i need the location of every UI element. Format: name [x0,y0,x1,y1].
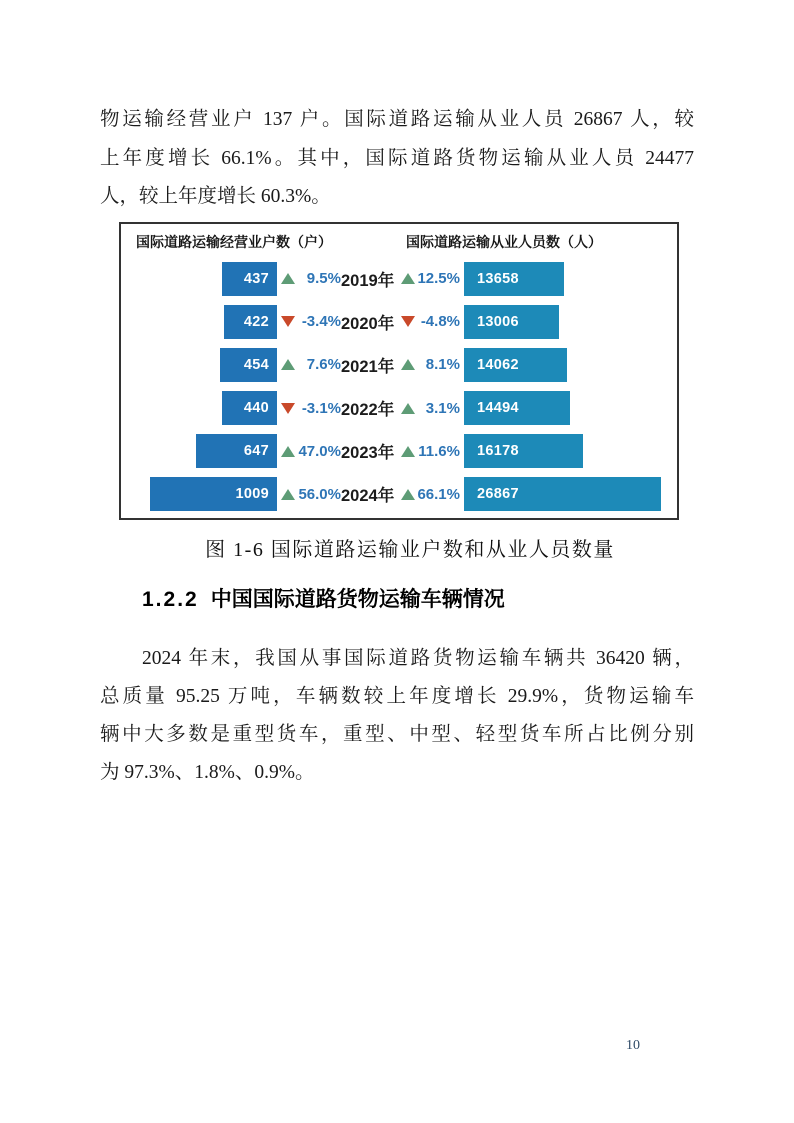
paragraph-line: 物运输经营业户 137 户。国际道路运输从业人员 26867 人，较 [100,109,694,130]
right-percent-label: 3.1% [425,399,460,417]
left-percent-label: 56.0% [298,485,341,503]
right-change-indicator [393,270,464,287]
right-bar-value: 16178 [477,443,519,460]
figure-caption: 图 1-6 国际道路运输业户数和从业人员数量 [205,539,615,561]
left-bar-value: 422 [243,313,269,330]
chart-header [121,224,677,257]
right-percent-label: 12.5% [417,270,460,288]
right-change-indicator [393,443,464,460]
down-triangle-icon [401,316,415,327]
down-triangle-icon [281,403,295,414]
left-percent-label: 9.5% [306,270,341,288]
right-bar-track [464,391,677,425]
chart-row [121,343,677,386]
left-change-indicator [277,313,341,330]
left-change-indicator [277,443,341,460]
right-percent-label: 11.6% [418,442,460,460]
up-triangle-icon [281,273,295,284]
left-bar-value: 437 [243,270,269,287]
right-bar [464,477,661,511]
left-bar-track [121,434,277,468]
right-bar-value: 13658 [477,270,519,287]
right-bar-track [464,434,677,468]
paragraph-line: 总质量 95.25 万吨，车辆数较上年度增长 29.9%，货物运输车 [100,686,694,707]
left-axis-title: 国际道路运输经营业户数（户） [136,234,332,250]
left-bar-value: 1009 [235,486,269,503]
left-bar [220,348,277,382]
year-label: 2021年 [341,357,395,376]
left-bar [222,391,277,425]
section-number: 1.2.2 [142,588,199,611]
page-number: 10 [626,1038,640,1053]
chart-row [121,430,677,473]
chart-row [121,473,677,516]
up-triangle-icon [401,489,415,500]
left-percent-label: 47.0% [298,442,341,460]
left-bar [150,477,277,511]
left-bar-track [121,477,277,511]
right-bar-value: 26867 [477,486,519,503]
right-bar-value: 13006 [477,313,519,330]
right-bar-value: 14494 [477,400,519,417]
right-change-indicator [393,400,464,417]
left-bar-track [121,305,277,339]
year-label: 2023年 [341,444,395,463]
left-change-indicator [277,356,341,373]
right-bar-track [464,477,677,511]
year-label: 2022年 [341,401,395,420]
section-title: 中国国际道路货物运输车辆情况 [210,588,505,611]
right-bar [464,305,559,339]
chart-row [121,300,677,343]
paragraph-line: 2024 年末，我国从事国际道路货物运输车辆共 36420 辆， [142,648,694,669]
year-label: 2019年 [341,271,395,290]
right-percent-label: 8.1% [425,356,460,374]
up-triangle-icon [281,446,295,457]
up-triangle-icon [401,403,415,414]
paragraph-line: 上年度增长 66.1%。其中，国际道路货物运输从业人员 24477 [100,147,694,169]
right-bar [464,262,564,296]
up-triangle-icon [401,446,415,457]
paragraph-growth-operators [100,101,694,217]
left-percent-label: 7.6% [306,356,341,374]
right-percent-label: -4.8% [420,313,460,331]
year-label: 2020年 [341,314,395,333]
left-bar-track [121,348,277,382]
left-change-indicator [277,400,341,417]
right-change-indicator [393,486,464,503]
left-percent-label: -3.1% [301,399,341,417]
up-triangle-icon [401,359,415,370]
right-bar [464,434,583,468]
right-bar-track [464,348,677,382]
right-bar-track [464,262,677,296]
right-percent-label: 66.1% [417,485,460,503]
right-change-indicator [393,313,464,330]
right-axis-title: 国际道路运输从业人员数（人） [406,234,602,250]
left-bar [222,262,277,296]
right-bar-value: 14062 [477,356,519,373]
down-triangle-icon [281,316,295,327]
paragraph-vehicles [100,640,694,792]
year-label: 2024年 [341,487,395,506]
left-bar-value: 440 [243,400,269,417]
chart-row [121,257,677,300]
left-bar-track [121,391,277,425]
right-bar [464,391,570,425]
up-triangle-icon [281,359,295,370]
butterfly-bar-chart [119,222,679,520]
right-change-indicator [393,356,464,373]
paragraph-line: 为 97.3%、1.8%、0.9%。 [100,762,315,783]
chart-rows [121,257,677,518]
left-bar-value: 647 [243,443,269,460]
up-triangle-icon [401,273,415,284]
up-triangle-icon [281,489,295,500]
paragraph-line: 辆中大多数是重型货车，重型、中型、轻型货车所占比例分别 [100,724,694,745]
chart-row [121,387,677,430]
right-bar-track [464,305,677,339]
left-bar-value: 454 [243,356,269,373]
left-change-indicator [277,486,341,503]
left-bar [196,434,277,468]
left-bar-track [121,262,277,296]
left-percent-label: -3.4% [301,313,341,331]
left-bar [224,305,277,339]
paragraph-line: 人，较上年度增长 60.3%。 [100,186,331,207]
section-heading [142,583,505,613]
left-change-indicator [277,270,341,287]
right-bar [464,348,567,382]
